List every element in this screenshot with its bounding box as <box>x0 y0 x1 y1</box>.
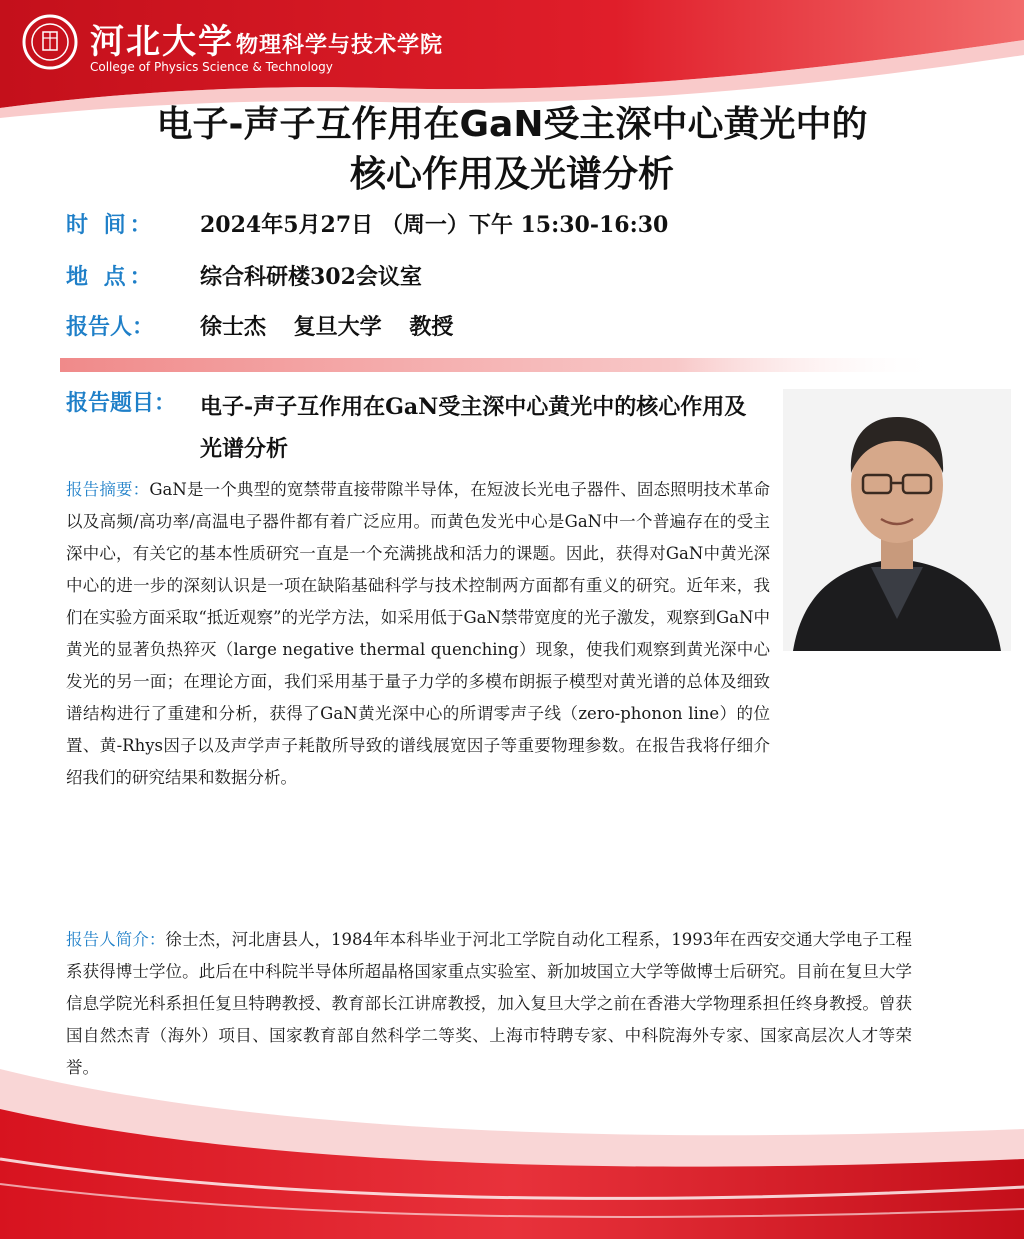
speaker-photo <box>783 389 1011 651</box>
university-name: 河北大学 <box>90 22 234 62</box>
title-line-1: 电子-声子互作用在GaN受主深中心黄光中的 <box>156 104 868 145</box>
footer-wave-banner <box>0 1009 1024 1239</box>
title-line-2: 核心作用及光谱分析 <box>349 154 674 195</box>
topic-label: 报告题目： <box>66 390 177 416</box>
speaker-value: 徐士杰 复旦大学 教授 <box>200 314 454 340</box>
page-title <box>0 100 1024 200</box>
speaker-label: 报告人： <box>66 314 155 340</box>
time-value: 2024年5月27日 （周一）下午 15:30-16:30 <box>200 212 669 238</box>
college-name-en: College of Physics Science & Technology <box>90 60 333 74</box>
university-seal-logo <box>22 14 78 70</box>
topic-text: 电子-声子互作用在GaN受主深中心黄光中的核心作用及光谱分析 <box>200 394 747 462</box>
abstract-label: 报告摘要： <box>66 480 150 499</box>
place-label: 地 点： <box>66 264 156 290</box>
section-divider <box>60 358 940 372</box>
time-label: 时 间： <box>66 212 156 238</box>
bio-text: 徐士杰，河北唐县人，1984年本科毕业于河北工学院自动化工程系，1993年在西安交通大学电子工程系获得博士学位。此后在中科院半导体所超晶格国家重点实验室、新加坡国立大学等做博士后研究。目前在复旦大学信息学院光科系担任复旦特聘教授、教育部长江讲席教授，加入复旦大学之前在香港大学物理系担任终身教授。曾获国自然杰青（海外）项目、国家教育部自然科学二等奖、上海市特聘专家、中科院海外专家、国家高层次人才等荣誉。 <box>66 930 913 1077</box>
abstract-text: GaN是一个典型的宽禁带直接带隙半导体，在短波长光电子器件、固态照明技术革命以及高频/高功率/高温电子器件都有着广泛应用。而黄色发光中心是GaN中一个普遍存在的受主深中心，有关它的基本性质研究一直是一个充满挑战和活力的课题。因此，获得对GaN中黄光深中心的进一步的深刻认识是一项在缺陷基础科学与技术控制两方面都有重义的研究。近年来，我们在实验方面采取“抵近观察”的光学方法，如采用低于GaN禁带宽度的光子激发，观察到GaN中黄光的显著负热猝灭（large negative thermal quenching）现象，使我们观察到黄光深中心发光的另一面；在理论方面，我们采用基于量子力学的多模布朗振子模型对黄光谱的总体及细致谱结构进行了重建和分析，获得了GaN黄光深中心的所谓零声子线（zero-phonon line）的位置、黄-Rhys因子以及声学声子耗散所导致的谱线展宽因子等重要物理参数。在报告我将仔细介绍我们的研究结果和数据分析。 <box>66 480 770 787</box>
bio-label: 报告人简介： <box>66 930 166 949</box>
college-name: 物理科学与技术学院 <box>236 32 444 58</box>
place-value: 综合科研楼302会议室 <box>200 264 422 290</box>
abstract-paragraph <box>66 474 770 794</box>
